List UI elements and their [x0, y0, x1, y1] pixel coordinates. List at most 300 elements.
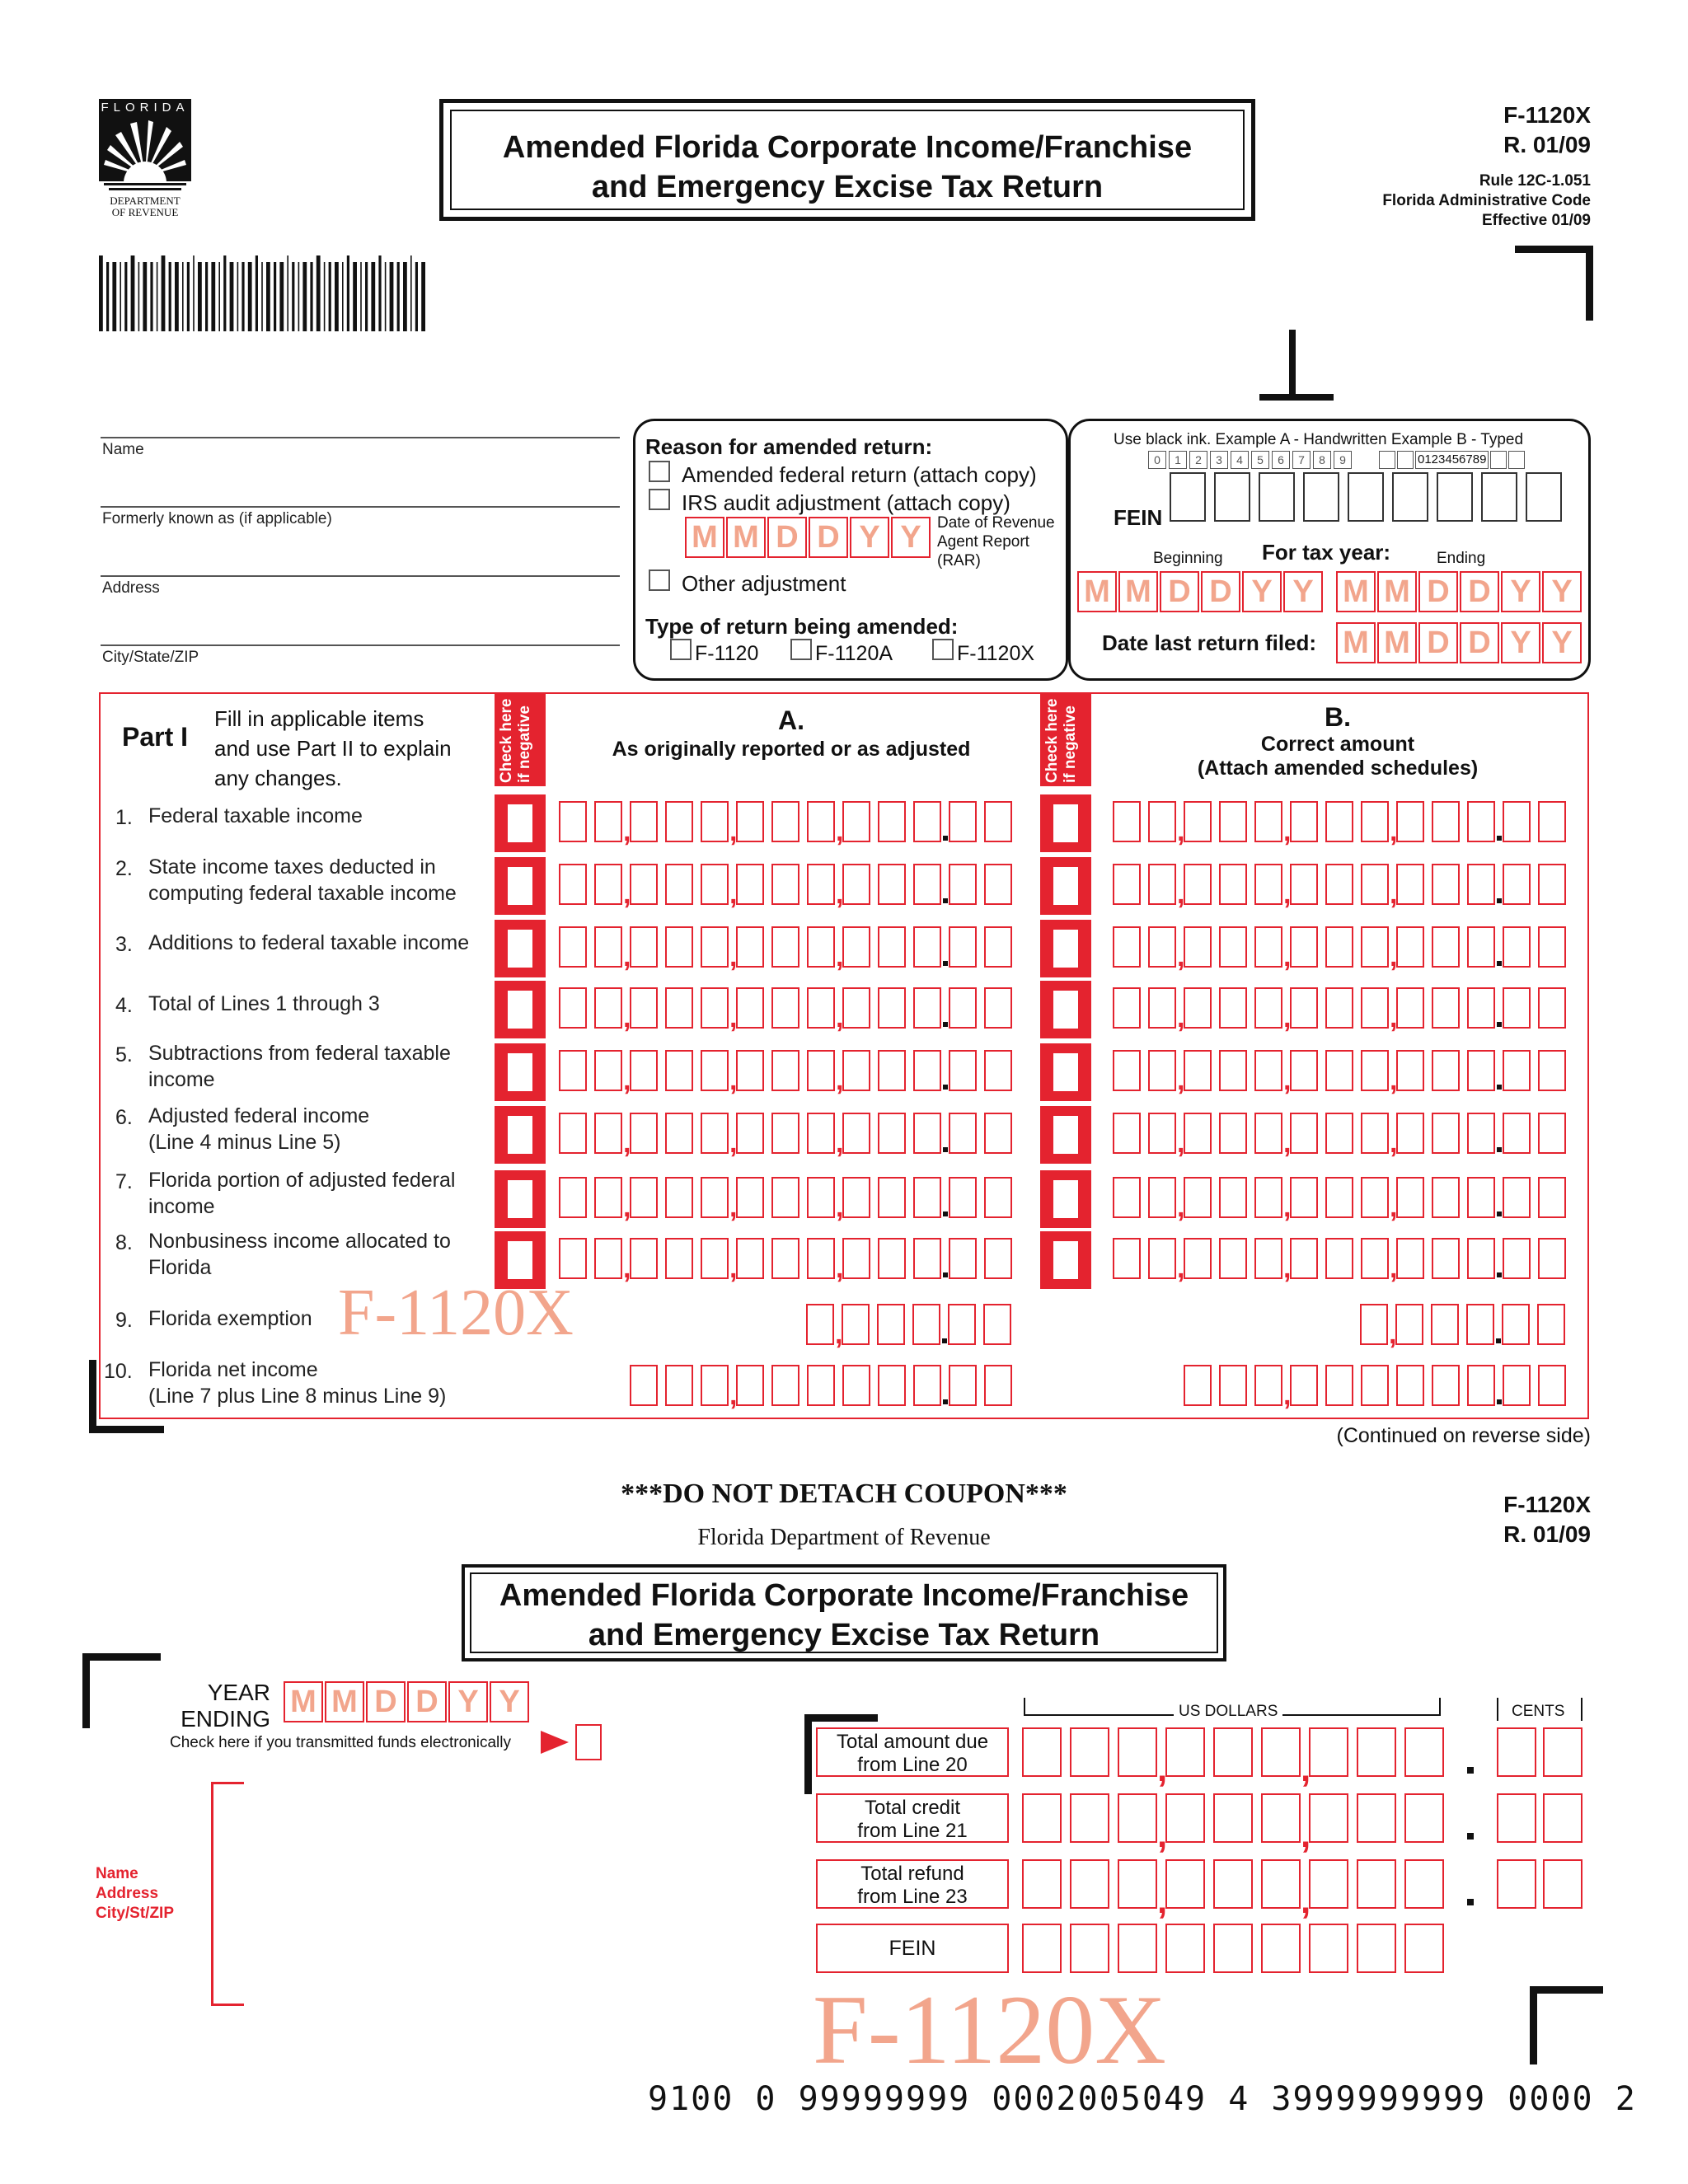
digit-cell[interactable]	[1113, 1050, 1141, 1091]
digit-cell[interactable]	[771, 926, 799, 968]
digit-cell[interactable]	[878, 801, 906, 842]
digit-cell[interactable]	[842, 801, 870, 842]
fein-digit-box[interactable]	[1437, 472, 1473, 522]
digit-cell[interactable]	[913, 864, 941, 905]
digit-cell[interactable]	[1254, 926, 1282, 968]
ending-date-field[interactable]	[1336, 571, 1583, 614]
digit-cell[interactable]	[1184, 1238, 1212, 1279]
digit-cell[interactable]	[807, 801, 835, 842]
digit-cell[interactable]	[949, 1177, 977, 1218]
digit-cell[interactable]	[1290, 1238, 1318, 1279]
negative-checkbox[interactable]	[1053, 1116, 1078, 1154]
digit-cell[interactable]	[1432, 1050, 1460, 1091]
digit-cell[interactable]	[1467, 926, 1495, 968]
type-f1120x-checkbox[interactable]	[932, 639, 954, 660]
coupon-cents-input[interactable]	[1497, 1793, 1589, 1843]
digit-cell[interactable]	[1432, 1177, 1460, 1218]
digit-cell[interactable]	[665, 1113, 693, 1154]
digit-cell[interactable]	[665, 926, 693, 968]
cents-digit-cell[interactable]	[1543, 1727, 1582, 1777]
negative-checkbox[interactable]	[1053, 1241, 1078, 1279]
digit-cell[interactable]	[594, 1050, 622, 1091]
dollar-digit-cell[interactable]	[1070, 1859, 1109, 1909]
digit-cell[interactable]	[1361, 926, 1389, 968]
digit-cell[interactable]	[1396, 1177, 1424, 1218]
digit-cell[interactable]	[949, 987, 977, 1029]
digit-cell[interactable]	[1432, 801, 1460, 842]
digit-cell[interactable]	[1290, 864, 1318, 905]
negative-checkbox[interactable]	[508, 1241, 532, 1279]
digit-cell[interactable]	[630, 1365, 658, 1406]
digit-cell[interactable]	[1538, 1238, 1566, 1279]
digit-cell[interactable]	[1254, 864, 1282, 905]
digit-cell[interactable]	[949, 1365, 977, 1406]
digit-cell[interactable]	[984, 926, 1012, 968]
negative-checkbox[interactable]	[1053, 804, 1078, 842]
digit-cell[interactable]	[878, 1113, 906, 1154]
digit-cell[interactable]	[1538, 864, 1566, 905]
digit-cell[interactable]	[842, 864, 870, 905]
digit-cell[interactable]	[559, 926, 587, 968]
digit-cell[interactable]	[1254, 1365, 1282, 1406]
digit-cell[interactable]	[594, 864, 622, 905]
digit-cell[interactable]	[1148, 926, 1176, 968]
digit-cell[interactable]	[807, 926, 835, 968]
date-digit-box[interactable]: M	[1118, 571, 1158, 612]
negative-checkbox[interactable]	[1053, 1053, 1078, 1091]
digit-cell[interactable]	[1396, 1113, 1424, 1154]
digit-cell[interactable]	[1396, 1365, 1424, 1406]
coupon-fein-digit-cell[interactable]	[1357, 1924, 1396, 1973]
dollar-digit-cell[interactable]	[1309, 1859, 1348, 1909]
digit-cell[interactable]	[913, 801, 941, 842]
type-f1120-checkbox[interactable]	[670, 639, 692, 660]
digit-cell[interactable]	[1395, 1304, 1423, 1345]
coupon-amount-input[interactable]	[1022, 1793, 1452, 1843]
date-digit-box[interactable]: Y	[1501, 571, 1540, 612]
digit-cell[interactable]	[1467, 1177, 1495, 1218]
dollar-digit-cell[interactable]	[1357, 1727, 1396, 1777]
digit-cell[interactable]	[1290, 1113, 1318, 1154]
digit-cell[interactable]	[701, 1113, 729, 1154]
digit-cell[interactable]	[771, 864, 799, 905]
dollar-digit-cell[interactable]	[1261, 1727, 1301, 1777]
digit-cell[interactable]	[630, 1238, 658, 1279]
digit-cell[interactable]	[878, 864, 906, 905]
digit-cell[interactable]	[949, 1113, 977, 1154]
digit-cell[interactable]	[1538, 1050, 1566, 1091]
dollar-digit-cell[interactable]	[1261, 1859, 1301, 1909]
digit-cell[interactable]	[1148, 1238, 1176, 1279]
digit-cell[interactable]	[1431, 1304, 1459, 1345]
digit-cell[interactable]	[736, 864, 764, 905]
digit-cell[interactable]	[1467, 1238, 1495, 1279]
coupon-fein-digit-cell[interactable]	[1022, 1924, 1062, 1973]
digit-cell[interactable]	[736, 987, 764, 1029]
digit-cell[interactable]	[1466, 1304, 1494, 1345]
digit-cell[interactable]	[771, 1365, 799, 1406]
digit-cell[interactable]	[1538, 926, 1566, 968]
date-digit-box[interactable]: D	[1460, 571, 1499, 612]
coupon-cents-input[interactable]	[1497, 1859, 1589, 1909]
digit-cell[interactable]	[984, 1365, 1012, 1406]
digit-cell[interactable]	[630, 926, 658, 968]
negative-checkbox[interactable]	[1053, 867, 1078, 905]
coupon-fein-digit-cell[interactable]	[1118, 1924, 1157, 1973]
digit-cell[interactable]	[1219, 926, 1247, 968]
digit-cell[interactable]	[630, 864, 658, 905]
digit-cell[interactable]	[1184, 801, 1212, 842]
digit-cell[interactable]	[913, 1113, 941, 1154]
digit-cell[interactable]	[878, 1238, 906, 1279]
digit-cell[interactable]	[806, 1304, 834, 1345]
digit-cell[interactable]	[949, 1050, 977, 1091]
digit-cell[interactable]	[949, 864, 977, 905]
digit-cell[interactable]	[878, 987, 906, 1029]
dollar-digit-cell[interactable]	[1022, 1859, 1062, 1909]
digit-cell[interactable]	[701, 1365, 729, 1406]
date-digit-box[interactable]: Y	[448, 1681, 488, 1722]
digit-cell[interactable]	[736, 1113, 764, 1154]
negative-checkbox[interactable]	[1053, 930, 1078, 968]
coupon-fein-digit-cell[interactable]	[1165, 1924, 1205, 1973]
dollar-digit-cell[interactable]	[1309, 1727, 1348, 1777]
digit-cell[interactable]	[771, 1050, 799, 1091]
negative-checkbox[interactable]	[508, 1053, 532, 1091]
digit-cell[interactable]	[1396, 926, 1424, 968]
digit-cell[interactable]	[736, 926, 764, 968]
digit-cell[interactable]	[1432, 1238, 1460, 1279]
dollar-digit-cell[interactable]	[1118, 1793, 1157, 1843]
fein-digit-box[interactable]	[1303, 472, 1339, 522]
digit-cell[interactable]	[984, 1238, 1012, 1279]
digit-cell[interactable]	[1184, 1177, 1212, 1218]
digit-cell[interactable]	[983, 1304, 1011, 1345]
digit-cell[interactable]	[771, 1177, 799, 1218]
digit-cell[interactable]	[559, 1113, 587, 1154]
dollar-digit-cell[interactable]	[1070, 1727, 1109, 1777]
digit-cell[interactable]	[1148, 987, 1176, 1029]
digit-cell[interactable]	[1148, 864, 1176, 905]
cents-digit-cell[interactable]	[1497, 1859, 1536, 1909]
digit-cell[interactable]	[1148, 1177, 1176, 1218]
digit-cell[interactable]	[701, 864, 729, 905]
digit-cell[interactable]	[701, 1177, 729, 1218]
digit-cell[interactable]	[1467, 1365, 1495, 1406]
coupon-fein-digit-cell[interactable]	[1261, 1924, 1301, 1973]
digit-cell[interactable]	[701, 926, 729, 968]
digit-cell[interactable]	[1113, 926, 1141, 968]
digit-cell[interactable]	[1503, 801, 1531, 842]
digit-cell[interactable]	[842, 1177, 870, 1218]
digit-cell[interactable]	[771, 1113, 799, 1154]
date-digit-box[interactable]: M	[1336, 622, 1376, 663]
digit-cell[interactable]	[771, 1238, 799, 1279]
digit-cell[interactable]	[878, 1365, 906, 1406]
date-digit-box[interactable]: D	[1418, 622, 1458, 663]
digit-cell[interactable]	[948, 1304, 976, 1345]
digit-cell[interactable]	[913, 1365, 941, 1406]
negative-checkbox[interactable]	[508, 867, 532, 905]
digit-cell[interactable]	[1432, 864, 1460, 905]
digit-cell[interactable]	[1503, 1113, 1531, 1154]
dollar-digit-cell[interactable]	[1213, 1793, 1253, 1843]
digit-cell[interactable]	[1361, 1177, 1389, 1218]
digit-cell[interactable]	[1538, 1365, 1566, 1406]
date-digit-box[interactable]: M	[284, 1681, 323, 1722]
digit-cell[interactable]	[1503, 987, 1531, 1029]
date-digit-box[interactable]: M	[1077, 571, 1117, 612]
digit-cell[interactable]	[913, 926, 941, 968]
address-input[interactable]	[101, 600, 620, 643]
dollar-digit-cell[interactable]	[1309, 1793, 1348, 1843]
date-digit-box[interactable]: D	[767, 517, 807, 558]
digit-cell[interactable]	[665, 987, 693, 1029]
fein-input[interactable]	[1170, 472, 1570, 522]
digit-cell[interactable]	[1219, 1238, 1247, 1279]
dollar-digit-cell[interactable]	[1165, 1727, 1205, 1777]
digit-cell[interactable]	[949, 801, 977, 842]
coupon-fein-digit-cell[interactable]	[1213, 1924, 1253, 1973]
date-digit-box[interactable]: M	[726, 517, 766, 558]
digit-cell[interactable]	[1432, 987, 1460, 1029]
digit-cell[interactable]	[1184, 926, 1212, 968]
date-digit-box[interactable]: D	[1160, 571, 1199, 612]
digit-cell[interactable]	[1325, 1050, 1353, 1091]
irs-audit-checkbox[interactable]	[649, 489, 670, 510]
beginning-date-field[interactable]	[1077, 571, 1325, 614]
digit-cell[interactable]	[1360, 1304, 1388, 1345]
digit-cell[interactable]	[1219, 1113, 1247, 1154]
dollar-digit-cell[interactable]	[1404, 1727, 1444, 1777]
dollar-digit-cell[interactable]	[1213, 1727, 1253, 1777]
fein-digit-box[interactable]	[1259, 472, 1295, 522]
date-digit-box[interactable]: D	[407, 1681, 447, 1722]
coupon-fein-digit-cell[interactable]	[1070, 1924, 1109, 1973]
dollar-digit-cell[interactable]	[1070, 1793, 1109, 1843]
fein-digit-box[interactable]	[1392, 472, 1428, 522]
digit-cell[interactable]	[807, 864, 835, 905]
digit-cell[interactable]	[665, 1238, 693, 1279]
digit-cell[interactable]	[1148, 801, 1176, 842]
digit-cell[interactable]	[842, 1365, 870, 1406]
year-ending-date-field[interactable]	[284, 1681, 531, 1724]
other-adjustment-checkbox[interactable]	[649, 569, 670, 591]
digit-cell[interactable]	[594, 1113, 622, 1154]
digit-cell[interactable]	[701, 1238, 729, 1279]
digit-cell[interactable]	[913, 1050, 941, 1091]
digit-cell[interactable]	[1184, 987, 1212, 1029]
digit-cell[interactable]	[1396, 1050, 1424, 1091]
digit-cell[interactable]	[1503, 926, 1531, 968]
date-digit-box[interactable]: D	[1418, 571, 1458, 612]
digit-cell[interactable]	[1113, 801, 1141, 842]
date-digit-box[interactable]: Y	[490, 1681, 529, 1722]
date-digit-box[interactable]: D	[366, 1681, 406, 1722]
digit-cell[interactable]	[1254, 1238, 1282, 1279]
digit-cell[interactable]	[594, 1238, 622, 1279]
digit-cell[interactable]	[1361, 1113, 1389, 1154]
digit-cell[interactable]	[1254, 1177, 1282, 1218]
coupon-fein-digit-cell[interactable]	[1404, 1924, 1444, 1973]
digit-cell[interactable]	[842, 1238, 870, 1279]
date-digit-box[interactable]: Y	[1542, 571, 1582, 612]
date-digit-box[interactable]: D	[1201, 571, 1240, 612]
digit-cell[interactable]	[984, 864, 1012, 905]
digit-cell[interactable]	[736, 1177, 764, 1218]
electronic-funds-checkbox[interactable]	[575, 1724, 602, 1760]
digit-cell[interactable]	[984, 987, 1012, 1029]
digit-cell[interactable]	[594, 801, 622, 842]
digit-cell[interactable]	[559, 1177, 587, 1218]
date-digit-box[interactable]: D	[1460, 622, 1499, 663]
dollar-digit-cell[interactable]	[1022, 1793, 1062, 1843]
digit-cell[interactable]	[1503, 1238, 1531, 1279]
digit-cell[interactable]	[984, 1050, 1012, 1091]
dollar-digit-cell[interactable]	[1357, 1793, 1396, 1843]
coupon-fein-digit-cell[interactable]	[1309, 1924, 1348, 1973]
digit-cell[interactable]	[1219, 801, 1247, 842]
digit-cell[interactable]	[1432, 1365, 1460, 1406]
digit-cell[interactable]	[701, 801, 729, 842]
digit-cell[interactable]	[559, 1238, 587, 1279]
coupon-fein-input[interactable]	[1022, 1924, 1452, 1973]
digit-cell[interactable]	[913, 1238, 941, 1279]
digit-cell[interactable]	[665, 1050, 693, 1091]
digit-cell[interactable]	[736, 1238, 764, 1279]
digit-cell[interactable]	[1254, 1113, 1282, 1154]
fein-digit-box[interactable]	[1526, 472, 1562, 522]
digit-cell[interactable]	[807, 1177, 835, 1218]
digit-cell[interactable]	[1467, 801, 1495, 842]
digit-cell[interactable]	[1396, 864, 1424, 905]
digit-cell[interactable]	[559, 864, 587, 905]
rar-date-field[interactable]	[685, 517, 932, 560]
digit-cell[interactable]	[878, 1177, 906, 1218]
date-digit-box[interactable]: D	[809, 517, 848, 558]
digit-cell[interactable]	[1254, 1050, 1282, 1091]
digit-cell[interactable]	[1361, 987, 1389, 1029]
digit-cell[interactable]	[1325, 864, 1353, 905]
digit-cell[interactable]	[949, 926, 977, 968]
fein-digit-box[interactable]	[1481, 472, 1517, 522]
digit-cell[interactable]	[1113, 987, 1141, 1029]
digit-cell[interactable]	[771, 987, 799, 1029]
date-digit-box[interactable]: Y	[891, 517, 931, 558]
dollar-digit-cell[interactable]	[1118, 1859, 1157, 1909]
digit-cell[interactable]	[1538, 801, 1566, 842]
digit-cell[interactable]	[949, 1238, 977, 1279]
digit-cell[interactable]	[1361, 1050, 1389, 1091]
digit-cell[interactable]	[1219, 1365, 1247, 1406]
digit-cell[interactable]	[1290, 801, 1318, 842]
digit-cell[interactable]	[1184, 864, 1212, 905]
digit-cell[interactable]	[594, 987, 622, 1029]
digit-cell[interactable]	[1113, 1113, 1141, 1154]
dollar-digit-cell[interactable]	[1165, 1793, 1205, 1843]
digit-cell[interactable]	[1432, 926, 1460, 968]
digit-cell[interactable]	[1290, 1050, 1318, 1091]
negative-checkbox[interactable]	[508, 991, 532, 1029]
date-digit-box[interactable]: Y	[1283, 571, 1323, 612]
date-digit-box[interactable]: Y	[1242, 571, 1282, 612]
digit-cell[interactable]	[594, 1177, 622, 1218]
digit-cell[interactable]	[1361, 801, 1389, 842]
digit-cell[interactable]	[807, 1113, 835, 1154]
digit-cell[interactable]	[1396, 987, 1424, 1029]
digit-cell[interactable]	[1113, 1177, 1141, 1218]
dollar-digit-cell[interactable]	[1357, 1859, 1396, 1909]
name-input[interactable]	[101, 462, 620, 504]
digit-cell[interactable]	[1148, 1050, 1176, 1091]
date-digit-box[interactable]: M	[1377, 571, 1417, 612]
cents-digit-cell[interactable]	[1543, 1793, 1582, 1843]
digit-cell[interactable]	[1290, 926, 1318, 968]
digit-cell[interactable]	[1325, 1177, 1353, 1218]
digit-cell[interactable]	[630, 1113, 658, 1154]
digit-cell[interactable]	[701, 1050, 729, 1091]
digit-cell[interactable]	[1503, 1177, 1531, 1218]
dollar-digit-cell[interactable]	[1213, 1859, 1253, 1909]
digit-cell[interactable]	[1325, 987, 1353, 1029]
digit-cell[interactable]	[842, 1113, 870, 1154]
cents-digit-cell[interactable]	[1497, 1727, 1536, 1777]
digit-cell[interactable]	[771, 801, 799, 842]
digit-cell[interactable]	[1467, 1113, 1495, 1154]
negative-checkbox[interactable]	[508, 1116, 532, 1154]
digit-cell[interactable]	[1184, 1113, 1212, 1154]
col-b-net-income-input[interactable]	[1184, 1365, 1573, 1406]
cents-digit-cell[interactable]	[1497, 1793, 1536, 1843]
digit-cell[interactable]	[1538, 987, 1566, 1029]
fein-digit-box[interactable]	[1170, 472, 1206, 522]
date-digit-box[interactable]: Y	[1501, 622, 1540, 663]
digit-cell[interactable]	[559, 987, 587, 1029]
coupon-amount-input[interactable]	[1022, 1859, 1452, 1909]
digit-cell[interactable]	[1538, 1177, 1566, 1218]
dollar-digit-cell[interactable]	[1261, 1793, 1301, 1843]
digit-cell[interactable]	[1467, 1050, 1495, 1091]
digit-cell[interactable]	[1325, 1365, 1353, 1406]
date-digit-box[interactable]: Y	[1542, 622, 1582, 663]
digit-cell[interactable]	[1325, 926, 1353, 968]
digit-cell[interactable]	[807, 1238, 835, 1279]
digit-cell[interactable]	[878, 926, 906, 968]
digit-cell[interactable]	[842, 987, 870, 1029]
digit-cell[interactable]	[984, 1177, 1012, 1218]
digit-cell[interactable]	[1361, 1238, 1389, 1279]
negative-checkbox[interactable]	[508, 1180, 532, 1218]
digit-cell[interactable]	[736, 801, 764, 842]
digit-cell[interactable]	[984, 1113, 1012, 1154]
digit-cell[interactable]	[1290, 1365, 1318, 1406]
digit-cell[interactable]	[1432, 1113, 1460, 1154]
date-digit-box[interactable]: M	[685, 517, 724, 558]
negative-checkbox[interactable]	[1053, 1180, 1078, 1218]
fein-digit-box[interactable]	[1348, 472, 1384, 522]
digit-cell[interactable]	[807, 987, 835, 1029]
digit-cell[interactable]	[559, 801, 587, 842]
digit-cell[interactable]	[1254, 801, 1282, 842]
digit-cell[interactable]	[1503, 1050, 1531, 1091]
digit-cell[interactable]	[1219, 987, 1247, 1029]
digit-cell[interactable]	[630, 1177, 658, 1218]
digit-cell[interactable]	[984, 801, 1012, 842]
digit-cell[interactable]	[559, 1050, 587, 1091]
digit-cell[interactable]	[1325, 1113, 1353, 1154]
digit-cell[interactable]	[1467, 864, 1495, 905]
cents-digit-cell[interactable]	[1543, 1859, 1582, 1909]
